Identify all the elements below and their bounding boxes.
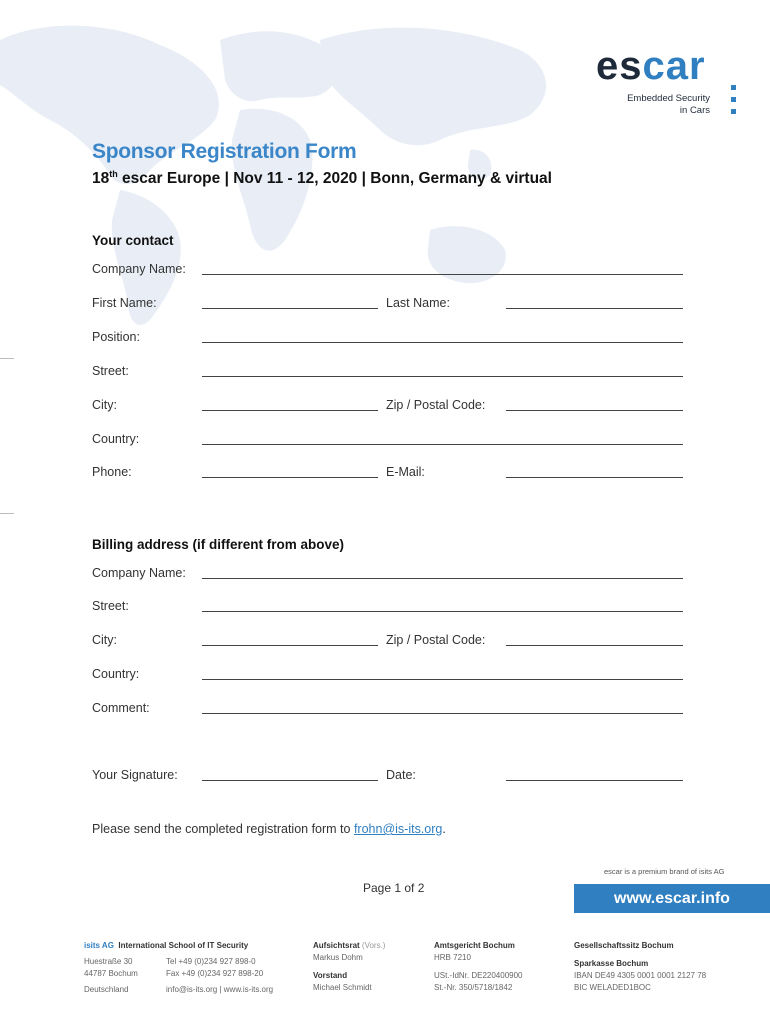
escar-logo	[596, 44, 706, 89]
footer-contact: Tel +49 (0)234 927 898-0 Fax +49 (0)234 927 898-20 info@is-its.org | www.is-its.org	[166, 957, 274, 994]
signature-label: Your Signature:	[92, 768, 178, 782]
email-label: E-Mail:	[386, 465, 425, 479]
logo-tagline-1: Embedded Security	[627, 93, 710, 104]
company-name-label: Company Name:	[92, 262, 186, 276]
city-label: City:	[92, 398, 117, 412]
footer-address: Huestraße 30 44787 Bochum Deutschland	[84, 957, 138, 994]
logo-square	[731, 97, 736, 102]
date-field[interactable]	[506, 780, 683, 781]
event-subtitle: 18th escar Europe | Nov 11 - 12, 2020 | Bonn, Germany & virtual	[92, 169, 552, 188]
country-label: Country:	[92, 432, 140, 446]
position-label: Position:	[92, 330, 140, 344]
phone-label: Phone:	[92, 465, 132, 479]
street-label: Street:	[92, 364, 129, 378]
date-label: Date:	[386, 768, 416, 782]
billing-country-label: Country:	[92, 667, 140, 681]
billing-street-field[interactable]	[202, 611, 683, 612]
country-field[interactable]	[202, 444, 683, 445]
margin-mark	[0, 513, 14, 514]
email-field[interactable]	[506, 477, 683, 478]
footer-board: Aufsichtsrat (Vors.) Markus Dohm Vorstand Michael Schmidt	[313, 941, 386, 992]
first-name-field[interactable]	[202, 308, 378, 309]
billing-street-label: Street:	[92, 599, 129, 613]
brand-note: escar is a premium brand of isits AG	[604, 867, 725, 876]
logo-word-es: es	[596, 44, 643, 88]
first-name-label: First Name:	[92, 296, 157, 310]
footer-company: isits AG International School of IT Security	[84, 941, 249, 950]
footer-court: Amtsgericht Bochum HRB 7210 USt.-IdNr. DE220400900 St.-Nr. 350/5718/1842	[434, 941, 523, 992]
billing-city-label: City:	[92, 633, 117, 647]
last-name-field[interactable]	[506, 308, 683, 309]
signature-field[interactable]	[202, 780, 378, 781]
website-banner[interactable]: www.escar.info	[574, 884, 770, 913]
page-number: Page 1 of 2	[363, 881, 425, 895]
billing-company-label: Company Name:	[92, 566, 186, 580]
billing-city-field[interactable]	[202, 645, 378, 646]
billing-company-field[interactable]	[202, 578, 683, 579]
logo-square	[731, 85, 736, 90]
phone-field[interactable]	[202, 477, 378, 478]
logo-tagline-2: in Cars	[679, 105, 710, 116]
position-field[interactable]	[202, 342, 683, 343]
company-name-field[interactable]	[202, 274, 683, 275]
footer-bank: Gesellschaftssitz Bochum Sparkasse Bochum IBAN DE49 4305 0001 0001 2127 78 BIC WELADED1BOC	[574, 941, 707, 992]
logo-square	[731, 109, 736, 114]
margin-mark	[0, 358, 14, 359]
billing-zip-label: Zip / Postal Code:	[386, 633, 486, 647]
street-field[interactable]	[202, 376, 683, 377]
page-title: Sponsor Registration Form	[92, 140, 357, 163]
comment-label: Comment:	[92, 701, 150, 715]
logo-word-car: car	[642, 44, 706, 88]
email-link[interactable]: frohn@is-its.org	[353, 822, 443, 836]
city-field[interactable]	[202, 410, 378, 411]
billing-zip-field[interactable]	[506, 645, 683, 646]
send-instructions: Please send the completed registration form to frohn@is-its.org.	[92, 822, 446, 836]
last-name-label: Last Name:	[386, 296, 450, 310]
zip-label: Zip / Postal Code:	[386, 398, 486, 412]
comment-field[interactable]	[202, 713, 683, 714]
zip-field[interactable]	[506, 410, 683, 411]
section-heading-contact: Your contact	[92, 233, 174, 248]
billing-country-field[interactable]	[202, 679, 683, 680]
section-heading-billing: Billing address (if different from above)	[92, 537, 345, 552]
